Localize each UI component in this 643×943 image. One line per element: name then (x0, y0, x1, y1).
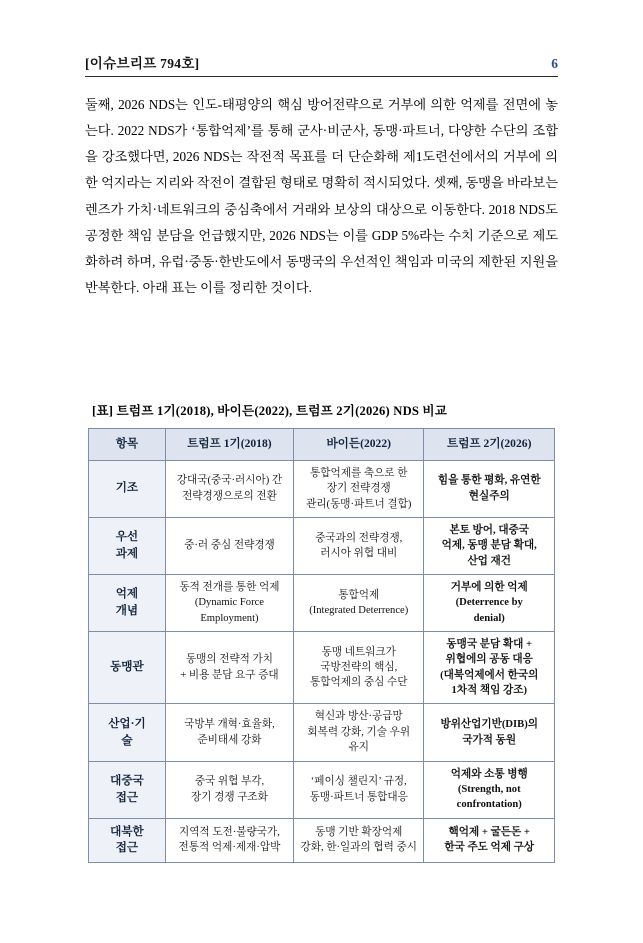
table-header-row (89, 429, 555, 461)
row-header (89, 574, 166, 631)
row-header (89, 460, 166, 517)
cell-line: 강대국(중국·러시아) 간 (176, 475, 283, 487)
table-row (89, 460, 555, 517)
row-header-line: 우선 (115, 530, 139, 544)
cell-line: 동맹·파트너 통합대응 (309, 791, 408, 803)
table-row (89, 704, 555, 761)
table-cell (165, 517, 293, 574)
cell-line: 힘을 통한 평화, 유연한 (437, 475, 541, 487)
cell-line: (Strength, not (457, 783, 521, 795)
cell-line: 동적 전개를 통한 억제 (179, 581, 280, 593)
row-header-line: 접근 (115, 841, 139, 855)
cell-line: (Dynamic Force (194, 597, 265, 609)
cell-line: Employment) (200, 612, 259, 624)
row-header-line: 동맹관 (110, 660, 144, 674)
table-cell (165, 704, 293, 761)
row-header (89, 632, 166, 704)
cell-line: 거부에 의한 억제 (450, 581, 528, 593)
row-header-line: 대중국 (110, 773, 144, 787)
cell-line: 전략경쟁으로의 전환 (182, 490, 277, 502)
cell-line: (Integrated Deterrence) (309, 604, 409, 616)
body-paragraph: 둘째, 2026 NDS는 인도-태평양의 핵심 방어전략으로 거부에 의한 억제를 전면에 놓는다. 2022 NDS가 ‘통합억제’를 통해 군사·비군사, 동맹·파트너, 다양한 수단의 조합을 강조했다면, 2026 NDS는 작전적 목표를 더 단순화해 제1도련선에서의 거부에 의한 억지라는 지리와 작전이 결합된 형태로 명확히 적시되었다. 셋째, 동맹을 바라보는 렌즈가 가치·네트워크의 중심축에서 거래와 보상의 대상으로 이동한다. 2018 NDS도 공정한 책임 분담을 언급했지만, 2026 NDS는 이를 GDP 5%라는 수치 기준으로 제도화하려 하며, 유럽·중동·한반도에서 동맹국의 우선적인 책임과 미국의 제한된 지원을 반복한다. 아래 표는 이를 정리한 것이다. (85, 97, 558, 295)
cell-line: 회복력 강화, 기술 우위 (307, 726, 411, 738)
table-cell (165, 632, 293, 704)
cell-line: 국방부 개혁·효율화, (184, 719, 275, 731)
cell-line: denial) (473, 612, 505, 624)
cell-line: confrontation) (456, 799, 522, 811)
table-cell (294, 574, 424, 631)
cell-line: 국가적 동원 (462, 734, 517, 746)
cell-line: 동맹 기반 확장억제 (315, 827, 403, 839)
cell-line: 현실주의 (468, 490, 510, 502)
column-header-trump2: 트럼프 2기(2026) (424, 429, 555, 461)
cell-line: 지역적 도전·불량국가, (178, 827, 280, 839)
table-row (89, 818, 555, 863)
cell-line: 본토 방어, 대중국 (449, 524, 530, 536)
row-header (89, 704, 166, 761)
row-header-line: 억제 (115, 587, 139, 601)
cell-line: 관리(동맹·파트너 결합) (306, 498, 412, 510)
cell-line: 혁신과 방산·공급망 (314, 711, 403, 723)
row-header-line: 개념 (115, 603, 139, 617)
table-cell (424, 632, 555, 704)
column-header-biden: 바이든(2022) (294, 429, 424, 461)
nds-comparison-table (88, 428, 555, 863)
row-header-line: 기조 (115, 481, 139, 495)
table-cell (294, 632, 424, 704)
cell-line: ‘페이싱 챌린지’ 규정, (310, 776, 407, 788)
table-caption: [표] 트럼프 1기(2018), 바이든(2022), 트럼프 2기(2026) NDS 비교 (92, 404, 448, 418)
comparison-table-wrapper (88, 428, 555, 863)
cell-line: 핵억제 + 굴든돈 + (448, 827, 530, 839)
cell-line: 전통적 억제·제재·압박 (178, 842, 281, 854)
cell-line: (대북억제에서 한국의 (440, 669, 539, 681)
table-cell (424, 761, 555, 818)
row-header-line: 산업·기 (108, 716, 146, 730)
cell-line: 통합억제의 중심 수단 (310, 677, 408, 689)
row-header-line: 술 (121, 733, 133, 747)
cell-line: 중국 위협 부각, (194, 776, 265, 788)
table-cell (294, 517, 424, 574)
table-cell (424, 517, 555, 574)
cell-line: 장기 전략경쟁 (326, 483, 391, 495)
cell-line: 준비태세 강화 (197, 734, 262, 746)
table-cell (294, 761, 424, 818)
cell-line: 중·러 중심 전략경쟁 (184, 540, 275, 552)
page-number: 6 (551, 56, 558, 71)
cell-line: 동맹국 분담 확대 + (446, 639, 533, 651)
cell-line: 억제와 소통 병행 (450, 768, 528, 780)
table-body (89, 460, 555, 862)
table-cell (424, 818, 555, 863)
cell-line: 산업 재건 (467, 555, 512, 567)
row-header-line: 대북한 (110, 824, 144, 838)
table-cell (165, 761, 293, 818)
table-cell (165, 574, 293, 631)
table-row (89, 517, 555, 574)
cell-line: 동맹의 전략적 가치 (185, 654, 274, 666)
table-cell (165, 460, 293, 517)
cell-line: 한국 주도 억제 구상 (444, 842, 535, 854)
cell-line: 동맹 네트워크가 (321, 646, 396, 658)
row-header (89, 517, 166, 574)
issue-brief-title: [이슈브리프 794호] (85, 56, 200, 71)
row-header-line: 과제 (115, 546, 139, 560)
table-cell (294, 460, 424, 517)
row-header (89, 761, 166, 818)
header-divider (85, 76, 558, 77)
table-row (89, 632, 555, 704)
cell-line: 통합억제 (338, 589, 380, 601)
page-header (85, 52, 558, 72)
row-header (89, 818, 166, 863)
table-cell (294, 704, 424, 761)
cell-line: 러시아 위협 대비 (320, 547, 398, 559)
table-cell (424, 460, 555, 517)
cell-line: 장기 경쟁 구조화 (190, 791, 268, 803)
table-row (89, 574, 555, 631)
cell-line: 통합억제를 축으로 한 (310, 467, 408, 479)
cell-line: 방위산업기반(DIB)의 (440, 719, 538, 731)
cell-line: 중국과의 전략경쟁, (315, 532, 403, 544)
column-header-trump1: 트럼프 1기(2018) (165, 429, 293, 461)
table-cell (294, 818, 424, 863)
cell-line: 국방전략의 핵심, (320, 662, 398, 674)
cell-line: 유지 (348, 742, 369, 754)
cell-line: 위협에의 공동 대응 (445, 654, 533, 666)
cell-line: 억제, 동맹 분담 확대, (441, 540, 537, 552)
cell-line: (Deterrence by (455, 597, 523, 609)
column-header-item: 항목 (89, 429, 166, 461)
row-header-line: 접근 (115, 790, 139, 804)
table-cell (424, 704, 555, 761)
table-head (89, 429, 555, 461)
cell-line: + 비용 분담 요구 증대 (180, 669, 279, 681)
table-cell (165, 818, 293, 863)
cell-line: 강화, 한·일과의 협력 중시 (300, 842, 417, 854)
table-row (89, 761, 555, 818)
table-cell (424, 574, 555, 631)
cell-line: 1차적 책임 강조) (451, 685, 527, 697)
